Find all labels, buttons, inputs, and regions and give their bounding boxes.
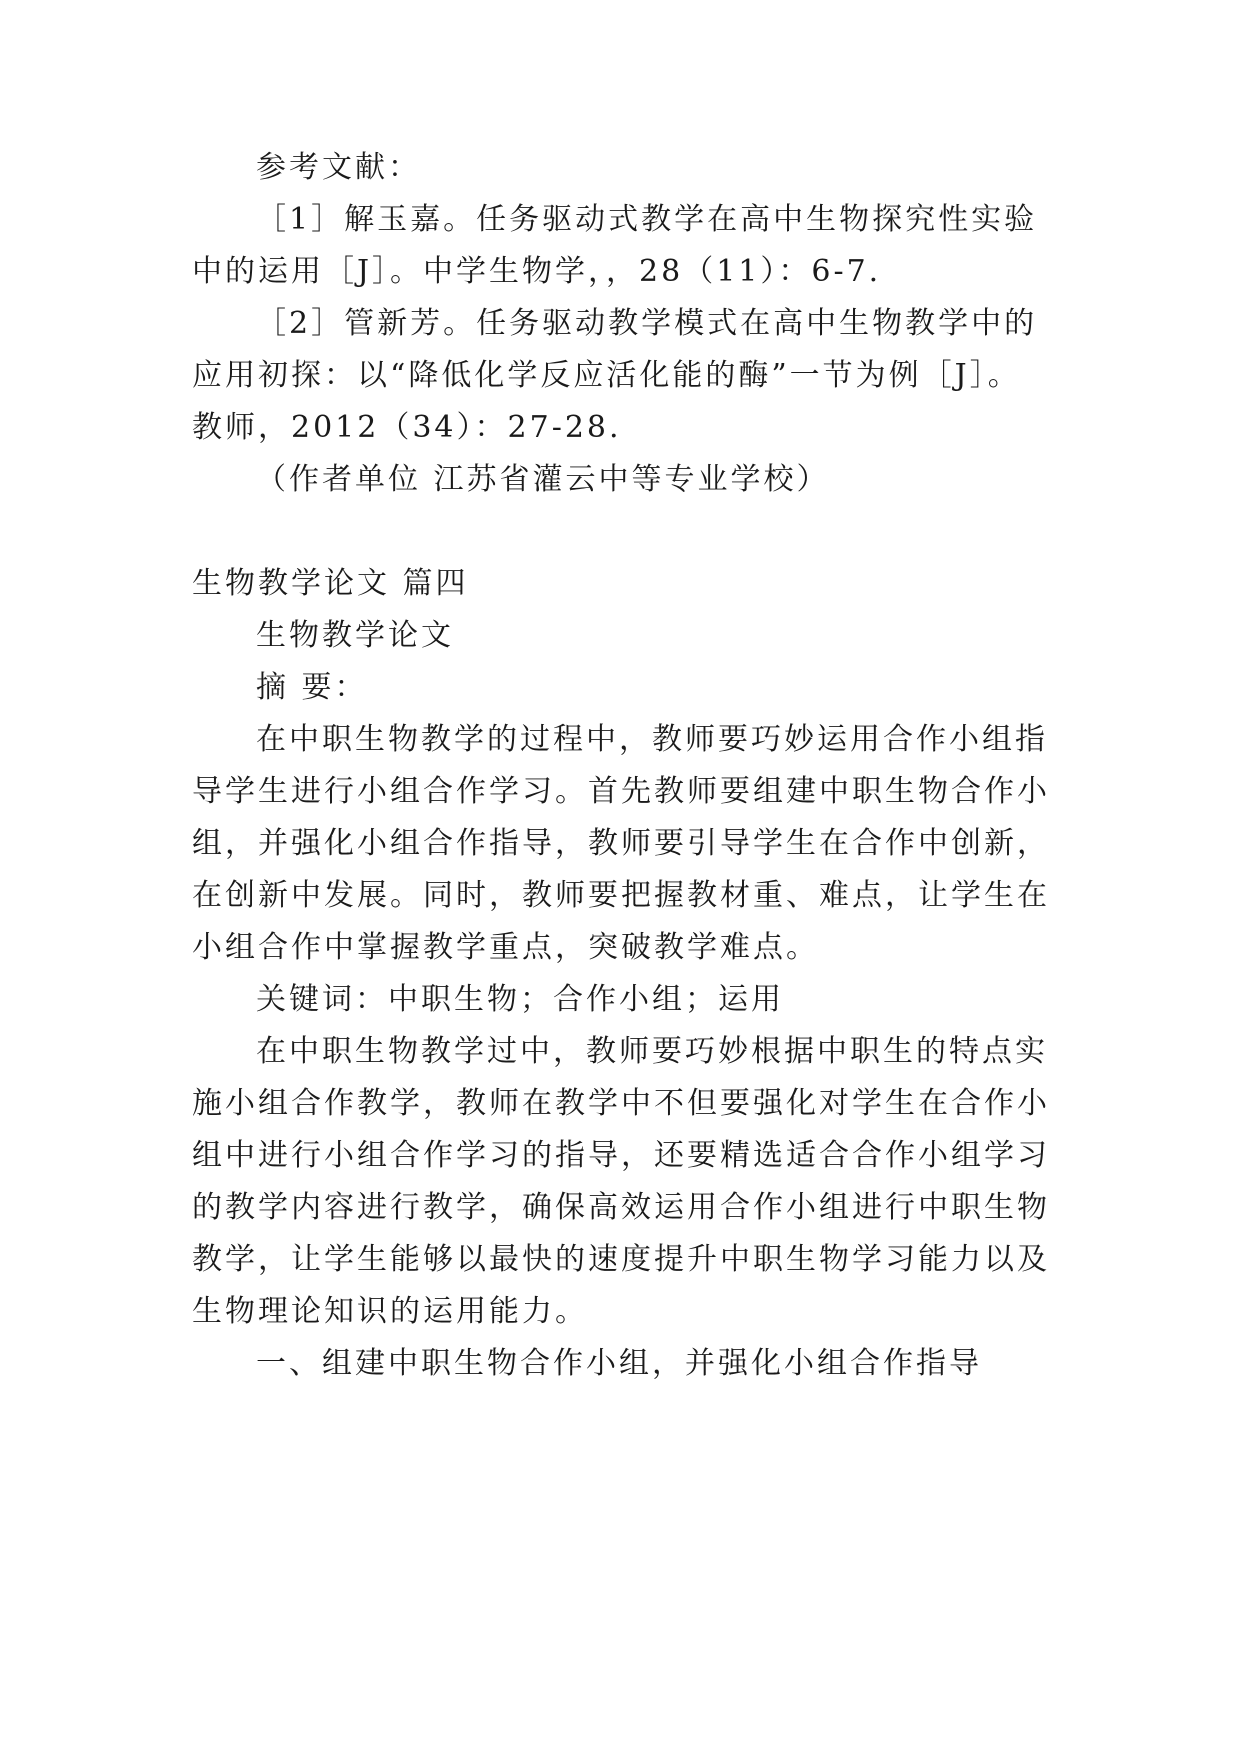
article-title: 生物教学论文 bbox=[256, 618, 454, 653]
abstract-line: 小组合作中掌握教学重点，突破教学难点。 bbox=[192, 930, 819, 965]
intro-line: 在中职生物教学过中，教师要巧妙根据中职生的特点实 bbox=[256, 1034, 1048, 1069]
reference-2-line-2: 应用初探：以“降低化学反应活化能的酶”一节为例［J］。 bbox=[192, 358, 1021, 393]
keywords-line: 关键词：中职生物；合作小组；运用 bbox=[256, 982, 784, 1017]
abstract-line: 导学生进行小组合作学习。首先教师要组建中职生物合作小 bbox=[192, 774, 1050, 809]
abstract-line: 在中职生物教学的过程中，教师要巧妙运用合作小组指 bbox=[256, 722, 1048, 757]
intro-line: 施小组合作教学，教师在教学中不但要强化对学生在合作小 bbox=[192, 1086, 1050, 1121]
intro-line: 教学，让学生能够以最快的速度提升中职生物学习能力以及 bbox=[192, 1242, 1050, 1277]
author-unit: （作者单位 江苏省灌云中等专业学校） bbox=[256, 462, 830, 497]
reference-1-line-1: ［1］解玉嘉。任务驱动式教学在高中生物探究性实验 bbox=[256, 202, 1038, 237]
reference-2-line-1: ［2］管新芳。任务驱动教学模式在高中生物教学中的 bbox=[256, 306, 1038, 341]
intro-line: 组中进行小组合作学习的指导，还要精选适合合作小组学习 bbox=[192, 1138, 1050, 1173]
section-heading: 生物教学论文 篇四 bbox=[192, 566, 469, 601]
references-heading: 参考文献： bbox=[256, 150, 421, 185]
intro-line: 生物理论知识的运用能力。 bbox=[192, 1294, 588, 1329]
subsection-heading: 一、组建中职生物合作小组，并强化小组合作指导 bbox=[256, 1346, 982, 1381]
abstract-label: 摘 要： bbox=[256, 670, 368, 705]
reference-2-line-3: 教师，2012（34）：27-28. bbox=[192, 410, 622, 445]
intro-line: 的教学内容进行教学，确保高效运用合作小组进行中职生物 bbox=[192, 1190, 1050, 1225]
reference-1-line-2: 中的运用［J］。中学生物学，，28（11）：6-7. bbox=[192, 254, 882, 289]
abstract-line: 组，并强化小组合作指导，教师要引导学生在合作中创新， bbox=[192, 826, 1050, 861]
abstract-line: 在创新中发展。同时，教师要把握教材重、难点，让学生在 bbox=[192, 878, 1050, 913]
